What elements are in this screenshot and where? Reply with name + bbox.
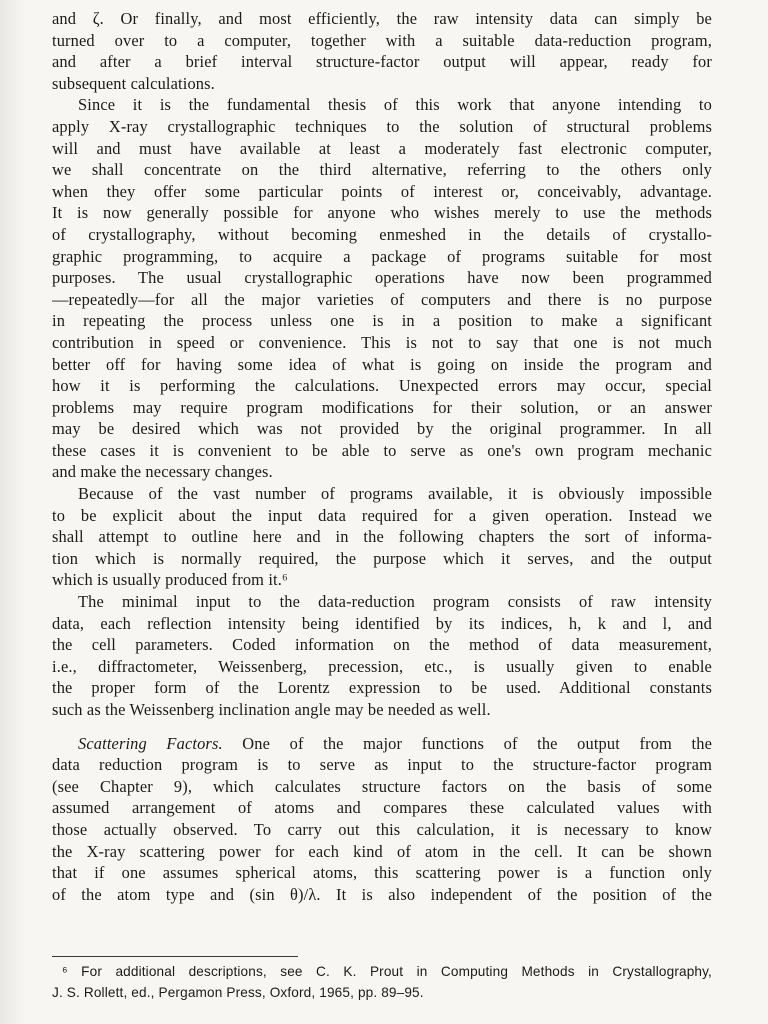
footnote-line-1: ⁶ For additional descriptions, see C. K. Prout in Computing Methods in Crystallography, [62,964,712,979]
section-gap [52,721,712,733]
section-line: those actually observed. To carry out this calculation, it is necessary to know [52,819,712,839]
body-line: graphic programming, to acquire a package of programs suitable for most [52,246,712,266]
footnote-rule [52,956,298,957]
section-first-line-text: One of the major functions of the output from the [242,733,712,753]
body-line: i.e., diffractometer, Weissenberg, precession, etc., is usually given to enable [52,656,712,676]
body-line: tion which is normally required, the purpose which it serves, and the output [52,548,712,568]
body-line: and make the necessary changes. [52,462,273,482]
body-line: problems may require program modifications for their solution, or an answer [52,397,712,417]
body-line: which is usually produced from it.⁶ [52,570,288,590]
body-line: we shall concentrate on the third alternative, referring to the others only [52,160,712,180]
section-line: of the atom type and (sin θ)/λ. It is also independent of the position of the [52,884,712,904]
section-line: assumed arrangement of atoms and compares these calculated values with [52,798,712,818]
body-line: to be explicit about the input data required for a given operation. Instead we [52,505,712,525]
body-line: when they offer some particular points of interest or, conceivably, advantage. [52,181,712,201]
body-line: apply X-ray crystallographic techniques to the solution of structural problems [52,116,712,136]
section-line: (see Chapter 9), which calculates structure factors on the basis of some [52,776,712,796]
body-text [52,8,712,905]
section-first-line [52,733,712,755]
body-lines [52,8,712,721]
footnote-line-2: J. S. Rollett, ed., Pergamon Press, Oxford, 1965, pp. 89–95. [52,985,424,1000]
section-lines [52,754,712,905]
body-line: and after a brief interval structure-factor output will appear, ready for [52,52,712,72]
body-line: data, each reflection intensity being identified by its indices, h, k and l, and [52,613,712,633]
body-line: Since it is the fundamental thesis of this work that anyone intending to [78,95,712,115]
body-line: may be desired which was not provided by the original programmer. In all [52,419,712,439]
body-line: Because of the vast number of programs available, it is obviously impossible [78,484,712,504]
body-line: and ζ. Or finally, and most efficiently, the raw intensity data can simply be [52,9,712,28]
section-heading: Scattering Factors. [78,733,223,753]
body-line: purposes. The usual crystallographic operations have now been programmed [52,268,712,288]
body-line: —repeatedly—for all the major varieties of computers and there is no purpose [52,289,712,309]
body-line: the cell parameters. Coded information on the method of data measurement, [52,635,712,655]
section-line: that if one assumes spherical atoms, this scattering power is a function only [52,863,712,883]
body-line: of crystallography, without becoming enmeshed in the details of crystallo- [52,224,712,244]
body-line: better off for having some idea of what is going on inside the program and [52,354,712,374]
body-line: these cases it is convenient to be able to serve as one's own program mechanic [52,440,712,460]
page-binding-shadow [0,0,26,1024]
body-line: the proper form of the Lorentz expression to be used. Additional constants [52,678,712,698]
body-line: contribution in speed or convenience. This is not to say that one is not much [52,332,712,352]
body-line: The minimal input to the data-reduction program consists of raw intensity [78,592,712,612]
section-line: data reduction program is to serve as input to the structure-factor program [52,755,712,775]
body-line: shall attempt to outline here and in the following chapters the sort of informa- [52,527,712,547]
body-line: will and must have available at least a moderately fast electronic computer, [52,138,712,158]
body-line: subsequent calculations. [52,73,215,93]
body-line: how it is performing the calculations. Unexpected errors may occur, special [52,376,712,396]
body-line: It is now generally possible for anyone who wishes merely to use the methods [52,203,712,223]
body-line: in repeating the process unless one is in a position to make a significant [52,311,712,331]
body-line: such as the Weissenberg inclination angle may be needed as well. [52,700,491,719]
body-line: turned over to a computer, together with a suitable data-reduction program, [52,30,712,50]
section-line: the X-ray scattering power for each kind of atom in the cell. It can be shown [52,841,712,861]
footnote [52,961,712,1003]
